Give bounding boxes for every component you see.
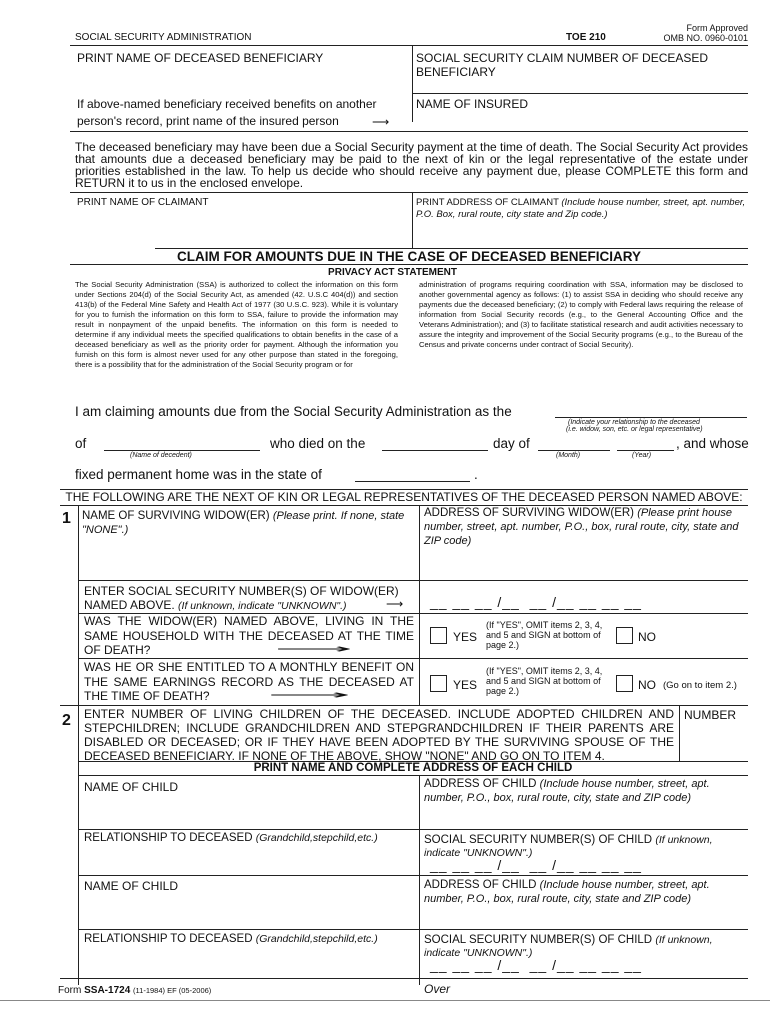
year-hint: (Year) bbox=[632, 452, 652, 459]
widow-ssn-label-1: ENTER SOCIAL SECURITY NUMBER(S) OF WIDOW(ER) bbox=[84, 584, 399, 598]
household-yes-label: YES bbox=[453, 630, 478, 644]
widow-name-label bbox=[82, 509, 412, 537]
arrow-right-icon: ⟶ bbox=[372, 115, 390, 129]
child-1-ssn-hint: (If unknown, indicate "UNKNOWN".) bbox=[424, 834, 713, 859]
household-yes-checkbox[interactable] bbox=[430, 627, 447, 644]
widow-address-label-text: ADDRESS OF SURVIVING WIDOW(ER) bbox=[424, 507, 634, 519]
child-1-address-hint: (Include house number, street, apt. number, P.O., box, rural route, city, state and ZIP code) bbox=[424, 778, 710, 804]
child-1-name-field[interactable] bbox=[84, 796, 414, 826]
monthly-benefit-question: WAS HE OR SHE ENTITLED TO A MONTHLY BENEFIT ON THE SAME EARNINGS RECORD AS THE DECEASED AT THE TIME OF DEATH? bbox=[84, 660, 414, 703]
child-2-name-label: NAME OF CHILD bbox=[84, 879, 179, 893]
widow-address-field[interactable] bbox=[424, 548, 744, 578]
child-2-address-field[interactable] bbox=[424, 906, 744, 928]
intro-paragraph: The deceased beneficiary may have been due a Social Security payment at the time of death. The Social Security Act provides that amounts due a deceased beneficiary may be paid to the next of kin or the legal representative of the estate under priorities established in the law. To help us decide who should receive any payment due, please COMPLETE this form and RETURN it to us in the enclosed envelope. bbox=[75, 140, 748, 190]
relationship-field[interactable] bbox=[555, 417, 747, 418]
omb-number: OMB NO. 0960-0101 bbox=[663, 33, 748, 43]
child-2-address-label bbox=[424, 878, 744, 906]
child-2-relationship-field[interactable] bbox=[84, 950, 414, 972]
privacy-left-text: The Social Security Administration (SSA) is authorized to collect the information on this form under Sections 204(d) of the Social Security Act, as amended (42. U.S.C 404(d)) and section 413(b) of the Federal Mine Safety and Health Act of 1977 (30 U.S.C. 923). While it is voluntary for you to furnish the information on this form to SSA, failure to provide the information may result in nonpayment of the unpaid benefits. The information on this form is needed to determine if any individual meets the specified qualifications to obtain benefits in the case of a deceased beneficiary as well as the priority order for payment. Although the information you furnish on this form is almost never used for any other purpose than stated in the foregoing, there is a possibility that for the administration of the Social Security program or for bbox=[75, 280, 398, 369]
widow-ssn-label-2-text: NAMED ABOVE. bbox=[84, 598, 175, 612]
who-died-text: who died on the bbox=[270, 436, 366, 451]
item-2-number: 2 bbox=[62, 712, 71, 729]
toe-code: TOE 210 bbox=[566, 32, 606, 43]
agency-name: SOCIAL SECURITY ADMINISTRATION bbox=[75, 32, 252, 43]
household-question: WAS THE WIDOW(ER) NAMED ABOVE, LIVING IN THE SAME HOUSEHOLD WITH THE DECEASED AT THE TIME OF DEATH? bbox=[84, 614, 414, 657]
child-2-relationship-label bbox=[84, 933, 378, 945]
relationship-hint-1: (Indicate your relationship to the deceased bbox=[568, 419, 700, 426]
child-2-name-field[interactable] bbox=[84, 895, 414, 925]
insured-name-label: NAME OF INSURED bbox=[416, 97, 529, 111]
decedent-name-hint: (Name of decedent) bbox=[130, 452, 192, 459]
claiming-text: I am claiming amounts due from the Social Security Administration as the bbox=[75, 404, 512, 419]
child-1-ssn-label-text: SOCIAL SECURITY NUMBER(S) OF CHILD bbox=[424, 834, 653, 846]
monthly-yes-checkbox[interactable] bbox=[430, 675, 447, 692]
children-number-label: NUMBER bbox=[684, 708, 737, 722]
widow-address-label bbox=[424, 506, 744, 548]
child-1-relationship-field[interactable] bbox=[84, 848, 414, 870]
household-no-checkbox[interactable] bbox=[616, 627, 633, 644]
item-1-number: 1 bbox=[62, 510, 71, 527]
privacy-right-text: administration of programs requiring coordination with SSA, information may be disclosed to another governmental agency as follows: (1) to assist SSA in deciding who should receive any payments due the deceased beneficiary; (2) to comply with Federal laws requiring the release of information from Social Security records (e.g., to the General Accounting Office and the Veterans Administration); and (3) to facilitate statistical research and audit activities necessary to assure the integrity and improvement of the Social Security programs (e.g., to the Bureau of the Census and private concerns under contract of Social Security). bbox=[419, 280, 743, 349]
household-no-label: NO bbox=[638, 630, 656, 644]
child-2-ssn-field[interactable]: __ __ __ /__ __ /__ __ __ __ bbox=[430, 957, 642, 973]
claim-number-field[interactable] bbox=[416, 80, 746, 92]
child-1-relationship-hint: (Grandchild,stepchild,etc.) bbox=[255, 832, 378, 844]
child-2-address-label-text: ADDRESS OF CHILD bbox=[424, 879, 537, 891]
footer-form-id: SSA-1724 bbox=[84, 985, 131, 996]
kin-heading: THE FOLLOWING ARE THE NEXT OF KIN OR LEGAL REPRESENTATIVES OF THE DECEASED PERSON NAMED ABOVE: bbox=[65, 490, 743, 504]
children-number-field[interactable] bbox=[684, 724, 744, 758]
child-2-address-hint: (Include house number, street, apt. number, P.O., box, rural route, city, state and ZIP code) bbox=[424, 879, 710, 905]
footer-over: Over bbox=[424, 982, 451, 996]
child-1-address-label-text: ADDRESS OF CHILD bbox=[424, 778, 537, 790]
household-omit-note: (If "YES", OMIT items 2, 3, 4, and 5 and SIGN at bottom of page 2.) bbox=[486, 620, 603, 650]
decedent-name-field[interactable] bbox=[104, 450, 260, 451]
child-1-relationship-label bbox=[84, 832, 378, 844]
month-hint: (Month) bbox=[556, 452, 581, 459]
claimant-address-label bbox=[416, 197, 746, 221]
monthly-omit-note: (If "YES", OMIT items 2, 3, 4, and 5 and SIGN at bottom of page 2.) bbox=[486, 666, 603, 696]
claimant-name-field[interactable] bbox=[75, 212, 410, 242]
footer-edition: (11-1984) EF (05-2006) bbox=[133, 986, 212, 995]
widow-name-hint: (Please print. If none, state "NONE".) bbox=[82, 510, 405, 536]
widow-name-field[interactable] bbox=[82, 540, 412, 578]
widow-ssn-hint: (If unknown, indicate "UNKNOWN".) bbox=[178, 600, 347, 612]
child-1-relationship-label-text: RELATIONSHIP TO DECEASED bbox=[84, 832, 253, 844]
claim-number-label: SOCIAL SECURITY CLAIM NUMBER OF DECEASED BENEFICIARY bbox=[416, 51, 709, 79]
death-year-field[interactable] bbox=[617, 450, 674, 451]
form-footer-id bbox=[58, 985, 211, 996]
arrow-right-icon: ⟶ bbox=[386, 597, 404, 611]
claimant-address-label-text: PRINT ADDRESS OF CLAIMANT bbox=[416, 197, 559, 208]
and-whose-text: , and whose bbox=[676, 436, 749, 451]
claimant-address-hint: (Include house number, street, apt. number, P.O. Box, rural route, city state and Zip code.) bbox=[416, 197, 746, 220]
child-1-address-label bbox=[424, 777, 744, 805]
footer-form-word: Form bbox=[58, 985, 82, 996]
child-2-ssn-hint: (If unknown, indicate "UNKNOWN".) bbox=[424, 934, 713, 959]
widow-ssn-field[interactable]: __ __ __ /__ __ /__ __ __ __ bbox=[430, 594, 642, 610]
children-heading: PRINT NAME AND COMPLETE ADDRESS OF EACH CHILD bbox=[253, 762, 573, 774]
deceased-name-label: PRINT NAME OF DECEASED BENEFICIARY bbox=[77, 51, 324, 65]
arrow-right-icon: ⟶ bbox=[275, 642, 353, 656]
widow-address-hint: (Please print house number, street, apt. number, P.O., box, rural route, city, state and ZIP code) bbox=[424, 507, 739, 547]
home-state-period: . bbox=[474, 467, 478, 482]
widow-ssn-label-2 bbox=[84, 598, 347, 612]
form-title: CLAIM FOR AMOUNTS DUE IN THE CASE OF DECEASED BENEFICIARY bbox=[176, 249, 642, 264]
monthly-no-label: NO bbox=[638, 678, 656, 692]
insured-prompt-line2: person's record, print name of the insured person bbox=[77, 114, 339, 128]
death-day-field[interactable] bbox=[382, 450, 488, 451]
insured-name-field[interactable] bbox=[416, 112, 746, 122]
deceased-name-field[interactable] bbox=[75, 66, 410, 90]
day-of-text: day of bbox=[493, 436, 530, 451]
insured-prompt-line1: If above-named beneficiary received benefits on another bbox=[77, 97, 377, 111]
child-2-relationship-hint: (Grandchild,stepchild,etc.) bbox=[255, 933, 378, 945]
relationship-hint-2: (i.e. widow, son, etc. or legal representative) bbox=[566, 426, 703, 433]
child-2-relationship-label-text: RELATIONSHIP TO DECEASED bbox=[84, 933, 253, 945]
monthly-no-checkbox[interactable] bbox=[616, 675, 633, 692]
child-2-ssn-label-text: SOCIAL SECURITY NUMBER(S) OF CHILD bbox=[424, 934, 653, 946]
death-month-field[interactable] bbox=[538, 450, 610, 451]
child-1-name-label: NAME OF CHILD bbox=[84, 780, 179, 794]
child-1-ssn-field[interactable]: __ __ __ /__ __ /__ __ __ __ bbox=[430, 857, 642, 873]
home-state-text: fixed permanent home was in the state of bbox=[75, 467, 322, 482]
arrow-right-icon: ⟶ bbox=[268, 688, 351, 702]
child-1-address-field[interactable] bbox=[424, 806, 744, 828]
children-instructions: ENTER NUMBER OF LIVING CHILDREN OF THE DECEASED. INCLUDE ADOPTED CHILDREN AND STEPCHILDREN; INCLUDE GRANDCHILDREN AND STEPGRANDCHILDREN IF THEIR PARENTS ARE DISABLED OR DECEASED; OR IF THEY HAVE BEEN ADOPTED BY THE SURVIVING SPOUSE OF THE DECEASED BENEFICIARY. IF NONE OF THE ABOVE, SHOW "NONE" AND GO ON TO ITEM 4. bbox=[84, 707, 674, 763]
claimant-name-label: PRINT NAME OF CLAIMANT bbox=[77, 197, 209, 208]
claimant-address-field[interactable] bbox=[416, 224, 746, 246]
monthly-yes-label: YES bbox=[453, 678, 478, 692]
privacy-heading: PRIVACY ACT STATEMENT bbox=[328, 267, 457, 278]
of-text: of bbox=[75, 436, 87, 451]
go-on-note: (Go on to item 2.) bbox=[663, 680, 737, 691]
widow-name-label-text: NAME OF SURVIVING WIDOW(ER) bbox=[82, 510, 270, 522]
form-approved: Form Approved bbox=[686, 23, 748, 33]
home-state-field[interactable] bbox=[355, 481, 470, 482]
